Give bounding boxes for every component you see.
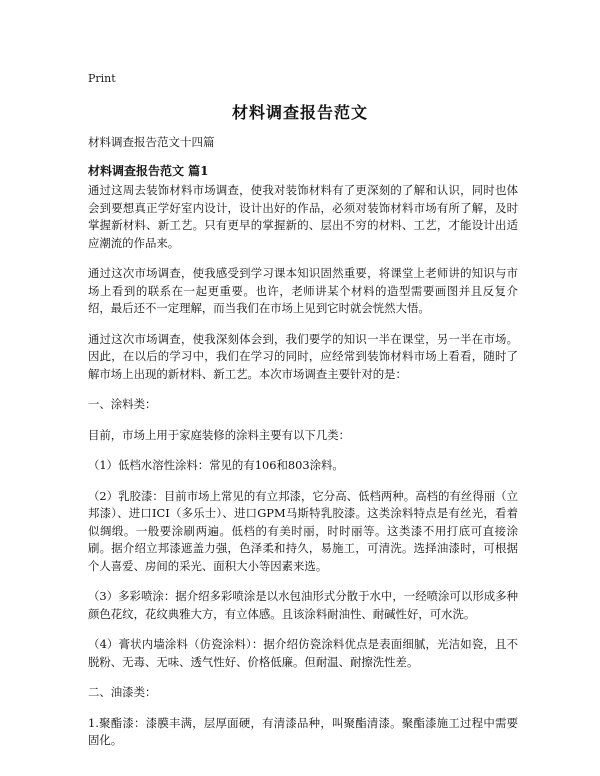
document-body [88, 182, 518, 763]
list-item-coating-2: （2）乳胶漆：目前市场上常见的有立邦漆，它分高、低档两种。高档的有丝得丽（立邦漆）、进口ICI（多乐士）、进口GPM马斯特乳胶漆。这类涂料特点是有丝光，看着似绸缎。一般要涂刷两遍。低档的有美时丽，时时丽等。这类漆不用打底可直接涂刷。据介绍立邦漆遮盖力强，色泽柔和持久，易施工，可清洗。选择油漆时，可根据个人喜爱、房间的采光、面积大小等因素来选。 [88, 488, 518, 573]
document-subtitle: 材料调查报告范文十四篇 [88, 135, 215, 149]
paragraph-classroom: 通过这次市场调查，使我感受到学习课本知识固然重要，将课堂上老师讲的知识与市场上看到的联系在一起更重要。也许，老师讲某个材料的造型需要画图并且反复介绍，最后还不一定理解，而当我们在市场上见到它时就会恍然大悟。 [88, 266, 518, 315]
paragraph-market: 通过这次市场调查，使我深刻体会到，我们要学的知识一半在课堂，另一半在市场。因此，在以后的学习中，我们在学习的同时，应经常到装饰材料市场上看看，随时了解市场上出现的新材料、新工艺。本次市场调查主要针对的是： [88, 331, 518, 381]
list-item-coating-4: （4）膏状内墙涂料（仿瓷涂料）：据介绍仿瓷涂料优点是表面细腻，光洁如瓷，且不脱粉、无毒、无味、透气性好、价格低廉。但耐温、耐擦洗性差。 [88, 637, 518, 669]
section-heading: 材料调查报告范文 篇1 [88, 164, 209, 178]
heading-paints: 二、油漆类： [88, 685, 157, 699]
list-item-paint-1: 1.聚酯漆：漆膜丰满，层厚面硬，有清漆品种，叫聚酯清漆。聚酯漆施工过程中需要固化。 [88, 715, 518, 747]
paragraph-intro: 通过这周去装饰材料市场调查，使我对装饰材料有了更深刻的了解和认识，同时也体会到要想真正学好室内设计，设计出好的作品，必须对装饰材料市场有所了解，及时掌握新材料、新工艺。只有更早的掌握新的、层出不穷的材料、工艺，才能设计出适应潮流的作品来。 [88, 183, 518, 250]
paragraph-coatings-intro: 目前，市场上用于家庭装修的涂料主要有以下几类： [88, 427, 350, 442]
list-item-coating-1: （1）低档水溶性涂料：常见的有106和803涂料。 [88, 458, 344, 472]
document-title: 材料调查报告范文 [231, 103, 368, 122]
print-link[interactable]: Print [88, 72, 116, 85]
heading-coatings: 一、涂料类： [88, 397, 157, 411]
list-item-coating-3: （3）多彩喷涂：据介绍多彩喷涂是以水包油形式分散于水中，一经喷涂可以形成多种颜色花纹，花纹典雅大方，有立体感。且该涂料耐油性、耐碱性好，可水洗。 [88, 589, 518, 621]
